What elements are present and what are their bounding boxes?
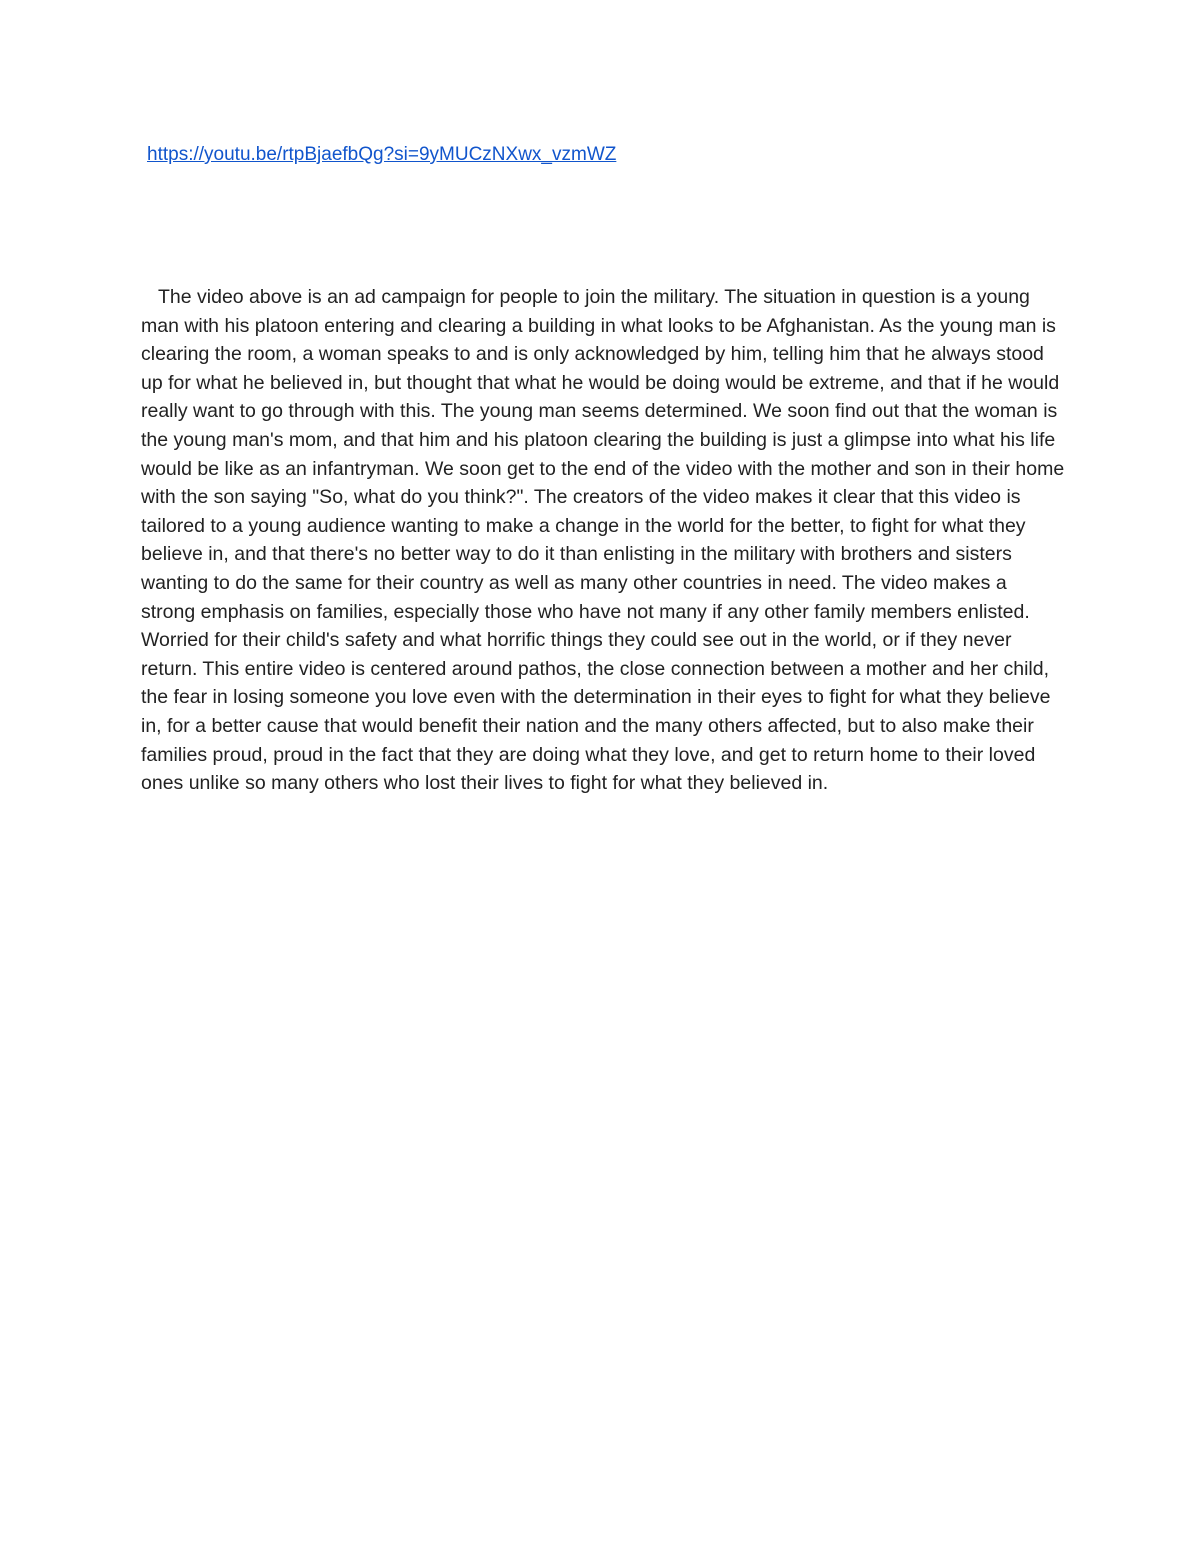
essay-paragraph: The video above is an ad campaign for people to join the military. The situation in question is a young man with his platoon entering and clearing a building in what looks to be Afghanistan. As the young man is clearing the room, a woman speaks to and is only acknowledged by him, telling him that he always stood up for what he believed in, but thought that what he would be doing would be extreme, and that if he would really want to go through with this. The young man seems determined. We soon find out that the woman is the young man's mom, and that him and his platoon clearing the building is just a glimpse into what his life would be like as an infantryman. We soon get to the end of the video with the mother and son in their home with the son saying "So, what do you think?". The creators of the video makes it clear that this video is tailored to a young audience wanting to make a change in the world for the better, to fight for what they believe in, and that there's no better way to do it than enlisting in the military with brothers and sisters wanting to do the same for their country as well as many other countries in need. The video makes a strong emphasis on families, especially those who have not many if any other family members enlisted. Worried for their child's safety and what horrific things they could see out in the world, or if they never return. This entire video is centered around pathos, the close connection between a mother and her child, the fear in losing someone you love even with the determination in their eyes to fight for what they believe in, for a better cause that would benefit their nation and the many others affected, but to also make their families proud, proud in the fact that they are doing what they love, and get to return home to their loved ones unlike so many others who lost their lives to fight for what they believed in. — [141, 286, 1065, 795]
youtube-link[interactable]: https://youtu.be/rtpBjaefbQg?si=9yMUCzNXwx_vzmWZ — [147, 144, 617, 165]
